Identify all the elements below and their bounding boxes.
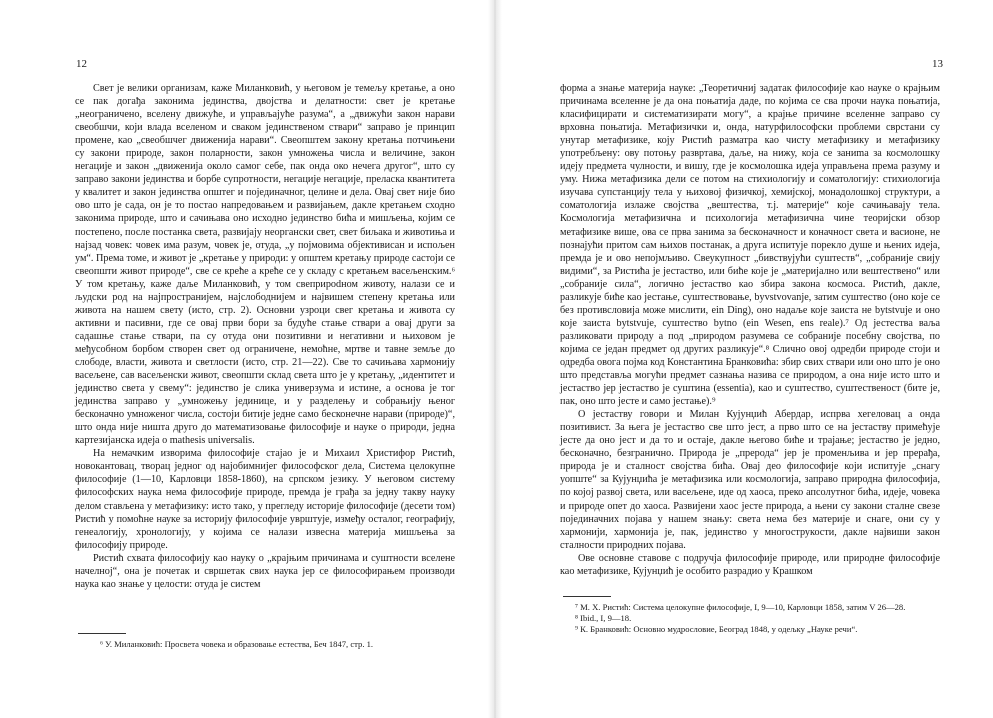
page-number: 12 <box>76 58 87 70</box>
page-number: 13 <box>932 58 943 70</box>
footnote-rule <box>78 633 126 634</box>
paragraph: Свет је велики организам, каже Миланковић, у његовом је темељу кретање, а оно се пак догађа законима јединства, двојства и делатности: свет је кретање „неограничено, вселену движуће, и управљајуће разума“, а „движући закон нарави свеобшчи, који влада вселеном и сваком јединственом ствари“ заправо је принцип промене, као „свеобшчег движенија нарави“. Свеопштем закону кретања потчињени су закони природе, закон поларности, закон умножења числа и величине, закон негације и закон „движенија около самог себе, пак онда око нечега другог“, што су заправо закони јединства и борбе супротности, негације негације, преласка квантитета у квалитет и закон јединства општег и појединачног, целине и дела. Овај свет није био ово што је сада, он је то постао напредовањем и развијањем, дакле кретањем сходно законима природе, што и сачињава оно исходно јединство бића и мишљења, којим се постепено, после постанка света, развијају неоргански свет, свет биљака и животиња и најзад човек: човек има разум, човек је, отуда, „у појмовима објективисан и испољен ум“. Према томе, и живот је „кретање у природи: у општем кретању природе састоји се свеопшти живот природе“, све се креће а креће се у складу с кретањем васељенским.⁶ У том кретању, каже даље Миланковић, у том свеприрodном животу, налази се и људски род на најпространијем, најслободнијем и највишем степену кретања или живота на нашем свету (исто, стр. 2). Основни узроци свег кретања и живота су активни и пасивни, где се овај први бори за будуће стање ствари а овај други за садашње стање ствари, па су отуда они позитивни и негативни и њиховом је међусобном борбом створен свет од ограничене, немоћне, мртве и тавне земље до слободе, власти, живота и светлости (исто, стр. 21—22). Све то сачињава хармонију васељене, сав васељенски живот, свеопшти склад света што је у кретању, „идентитет и јединство света у свему“: јединство је слика универзума и истине, а основа је тог јединства заправо у „умножењу јединице, и у разделењу и собрањију њеног бесконачно умноженог числа, состоји битије једне само бесконечне нарави (природе)“, што онда није ништа друго до математизовање философије и науке о природи, једна картезијанска идеја о mathesis universalis. <box>75 83 455 447</box>
paragraph: На немачким изворима философије стајао је и Михаил Христифор Ристић, новокантовац, творац једног од најобимнијег философског дела, Система целокупне философије (1—10, Карловци 1858-1860), на српском језику. У његовом систему философских наука нема философије природе, премда је грађа за једну такву науку делом стављена у метафизику: исто тако, у прегледу историје философије (десети том) Ристић у помоћне науке за историју философије уврштује, између осталог, географију, генеалогију, хронологију, у којима се налази извесна материја мишљења за философију природе. <box>75 448 455 551</box>
footnote: ⁹ К. Бранковић: Основно мудрословие, Београд 1848, у одељку „Науке речи“. <box>575 624 858 634</box>
paragraph: форма а знање материја науке: „Теоретичниј задатак философије као науке о крајњим причинама вселенне је да она поњатија даде, по којима се сва прочи наука поњатија, класифицирати и систематизирати могу“, а крајње причине вселенне заправо су врховна поњатија. Метафизички и, онда, натурфилософски проблеми сврстани су унутар метафизике, коју Ристић разматра као чисту метафизику и метафизику употребљену: ову потоњу развртава, даље, на нижу, која се заниma за космолошку идеју предмета чулности, и вишу, где је космолошка идеја управљена према разуму и уму. Нижа метафизика дели се потом на стихиологију и соматологију: стихиологија изучава супстанцију тела у њиховој физичкој, хемијској, монадолошкој структури, а соматологија излаже својства „вештества, т.ј. материје“ које сачињавају тела. Космологија метафизична и психологија метафизична чине теоријски обзор метафизике више, ова се прва занима за бесконачност и коначност света и васионе, не познајући притом сам њихов постанак, а друга испитује порекло душе и њених идеја, премда је и ово непојмљиво. Свеукупност „бивствујући суштеств“, „собраније свију видими“, за Ристића је јестаство, или биће које је „материјално или вештествено“ или „собраније сила“, логично јестаство као збира закона космоса. Ристић, дакле, разликује биће као јестање, суштествовање, bуvstvovanje, затим суштество (оно које се без противсловија може мислити, ein Ding), оно надаље које заиста не bytstvuje и оно које заиста bytstvuje, суштество bytno (ein Wesen, ens reale).⁷ Од јестества ваља разликовати природу а под „природом разумева се собраније посебну својства, по којима се један предмет од других разликује“.⁸ Слично овој одредби природе стоји и одредба овога појма код Константина Бранковића: збир свих ствари или оно што је оно што представља могући предмет сазнања назива се природом, а она није исто што и јестаство јер јестаство је суштина (essentia), као и суштество, суштественост (бите је, пак, оно што јесте и само јестање).⁹ <box>560 83 940 408</box>
paragraph: Ове основне ставове с подручја философије природе, или природне философије као метафизике, Кујунџић је особито разрадио у Крашком <box>560 552 940 577</box>
left-page <box>0 0 490 718</box>
body-text <box>75 82 455 591</box>
paragraph: Ристић схвата философију као науку о „крајњим причинама и суштности вселене начелној“, она је почетак и свршетак свих наука јер се философирањем производи наука као знање у целости: отуда је систем <box>75 552 455 590</box>
footnote-rule <box>563 596 611 597</box>
body-text <box>560 82 940 578</box>
footnotes <box>88 639 456 650</box>
footnotes <box>563 602 939 635</box>
footnote: ⁸ Ibid., I, 9—18. <box>575 613 632 623</box>
footnote: ⁶ У. Миланковић: Просвета човека и образовање естества, Беч 1847, стр. 1. <box>100 639 374 649</box>
right-page <box>500 0 993 718</box>
paragraph: О јестаству говори и Милан Кујунџић Абердар, испрва хегеловац а онда позитивист. За њега је јестаство све што јест, а прво што се на јестаству примећује јесте да оно јест и да то и остаје, дакле његово биће и трајање; јестаство је једно, бесконачно, безгранично. Природа је „прерода“ јер је променљива и јер прерађа, природа је и сталност својства бића. Овај део философије који испитује „снагу уопште“ за Кујунџића је метафизика или космологија, заправо природна философија, по којој развој света, или васељене, иде од хаоса, преко апсолутног бића, идеје, човека и природе опет до хаоса. Развијени хаос јесте природа, а њени су закони сталне свезе појединачних појава у нашем знању: света нема без материје и снаге, они су у хармонији, хармонија је, пак, јединство у многострукости, дакле највиши закон сталности природних појава. <box>560 409 940 551</box>
footnote: ⁷ М. Х. Ристић: Система целокупне философије, I, 9—10, Карловци 1858, затим V 26—28. <box>575 602 906 612</box>
